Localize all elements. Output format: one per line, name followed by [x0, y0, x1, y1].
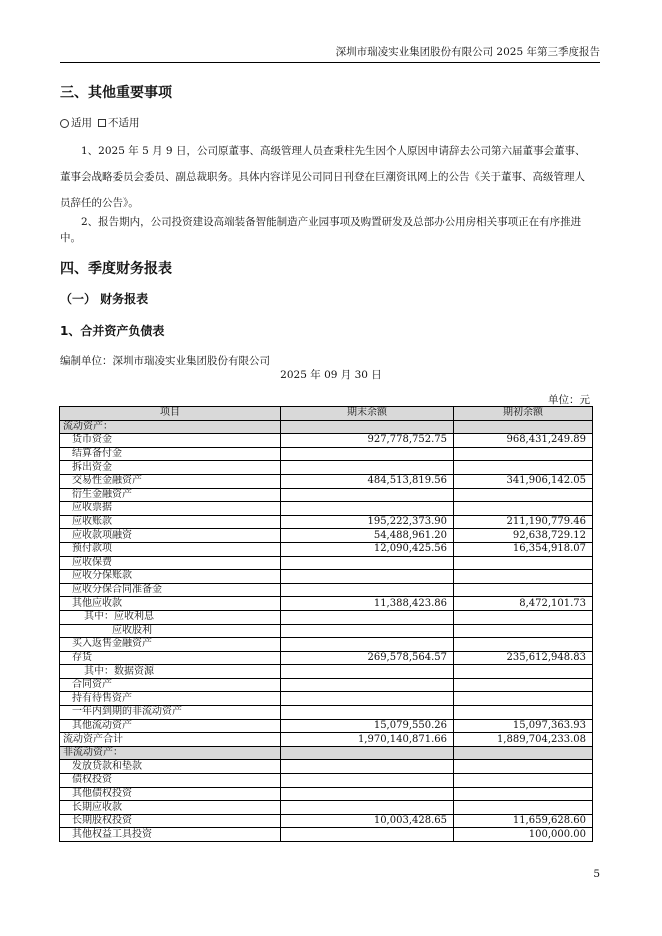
row-begin-balance: 968,431,249.89 — [454, 434, 593, 448]
row-end-balance — [281, 787, 454, 801]
row-item-label: 买入返售金融资产 — [60, 638, 281, 652]
row-begin-balance — [454, 461, 593, 475]
row-begin-balance: 341,906,142.05 — [454, 474, 593, 488]
row-item-label: 流动资产： — [60, 420, 281, 434]
row-end-balance — [281, 746, 454, 760]
table-row — [60, 787, 593, 801]
header-end-balance: 期末余额 — [281, 407, 454, 421]
table-row — [60, 461, 593, 475]
row-begin-balance — [454, 447, 593, 461]
table-row — [60, 529, 593, 543]
table-row — [60, 814, 593, 828]
row-end-balance — [281, 420, 454, 434]
row-begin-balance — [454, 665, 593, 679]
row-begin-balance: 15,097,363.93 — [454, 719, 593, 733]
table-row — [60, 515, 593, 529]
row-end-balance — [281, 801, 454, 815]
row-begin-balance: 100,000.00 — [454, 828, 593, 842]
table-row — [60, 651, 593, 665]
table-row — [60, 746, 593, 760]
row-begin-balance — [454, 692, 593, 706]
row-item-label: 应收款项融资 — [60, 529, 281, 543]
row-item-label: 非流动资产： — [60, 746, 281, 760]
row-end-balance — [281, 583, 454, 597]
page-header: 深圳市瑞凌实业集团股份有限公司 2025 年第三季度报告 — [60, 44, 600, 63]
row-item-label: 存货 — [60, 651, 281, 665]
unit-label: 单位：元 — [548, 394, 590, 406]
row-item-label: 应收分保合同准备金 — [60, 583, 281, 597]
balance-sheet-table — [59, 406, 593, 842]
table-row — [60, 760, 593, 774]
row-begin-balance — [454, 583, 593, 597]
row-end-balance — [281, 461, 454, 475]
row-end-balance — [281, 447, 454, 461]
row-end-balance — [281, 638, 454, 652]
row-end-balance: 10,003,428.65 — [281, 814, 454, 828]
row-end-balance — [281, 774, 454, 788]
row-begin-balance: 1,889,704,233.08 — [454, 733, 593, 747]
row-end-balance — [281, 828, 454, 842]
table-row — [60, 434, 593, 448]
row-end-balance: 12,090,425.56 — [281, 542, 454, 556]
row-item-label: 应收保费 — [60, 556, 281, 570]
row-item-label: 其他债权投资 — [60, 787, 281, 801]
row-item-label: 其他应收款 — [60, 597, 281, 611]
row-end-balance — [281, 488, 454, 502]
row-item-label: 应收股利 — [60, 624, 281, 638]
page-number: 5 — [593, 868, 600, 880]
row-begin-balance — [454, 488, 593, 502]
section-title-financial-statements: 四、季度财务报表 — [60, 261, 172, 277]
row-item-label: 其中：数据资源 — [60, 665, 281, 679]
row-begin-balance — [454, 706, 593, 720]
row-item-label: 其他流动资产 — [60, 719, 281, 733]
section-title-other-matters: 三、其他重要事项 — [60, 85, 172, 101]
table-row — [60, 610, 593, 624]
balance-sheet-title: 1、合并资产负债表 — [60, 324, 165, 338]
table-row — [60, 542, 593, 556]
row-begin-balance — [454, 678, 593, 692]
row-item-label: 合同资产 — [60, 678, 281, 692]
table-row — [60, 801, 593, 815]
row-begin-balance: 211,190,779.46 — [454, 515, 593, 529]
table-row — [60, 597, 593, 611]
row-item-label: 发放贷款和垫款 — [60, 760, 281, 774]
compiler-line: 编制单位：深圳市瑞凌实业集团股份有限公司 — [60, 355, 270, 367]
row-item-label: 结算备付金 — [60, 447, 281, 461]
row-item-label: 应收票据 — [60, 502, 281, 516]
row-end-balance: 15,079,550.26 — [281, 719, 454, 733]
row-item-label: 拆出资金 — [60, 461, 281, 475]
table-row — [60, 692, 593, 706]
row-begin-balance: 235,612,948.83 — [454, 651, 593, 665]
applicability-line — [60, 115, 140, 130]
table-row — [60, 488, 593, 502]
row-begin-balance — [454, 624, 593, 638]
row-begin-balance — [454, 502, 593, 516]
row-item-label: 一年内到期的非流动资产 — [60, 706, 281, 720]
row-end-balance: 484,513,819.56 — [281, 474, 454, 488]
row-item-label: 应收账款 — [60, 515, 281, 529]
row-end-balance — [281, 665, 454, 679]
table-row — [60, 420, 593, 434]
table-row — [60, 706, 593, 720]
subsection-title: （一） 财务报表 — [60, 292, 149, 306]
row-begin-balance — [454, 610, 593, 624]
table-row — [60, 828, 593, 842]
row-end-balance: 54,488,961.20 — [281, 529, 454, 543]
row-end-balance — [281, 678, 454, 692]
row-item-label: 长期股权投资 — [60, 814, 281, 828]
table-header-row — [60, 407, 593, 421]
row-item-label: 债权投资 — [60, 774, 281, 788]
not-applicable-label: 不适用 — [108, 117, 140, 129]
row-end-balance — [281, 570, 454, 584]
row-end-balance: 11,388,423.86 — [281, 597, 454, 611]
row-end-balance: 1,970,140,871.66 — [281, 733, 454, 747]
row-end-balance — [281, 502, 454, 516]
row-begin-balance — [454, 774, 593, 788]
row-begin-balance — [454, 556, 593, 570]
row-item-label: 衍生金融资产 — [60, 488, 281, 502]
row-begin-balance: 8,472,101.73 — [454, 597, 593, 611]
table-row — [60, 733, 593, 747]
row-item-label: 持有待售资产 — [60, 692, 281, 706]
row-item-label: 应收分保账款 — [60, 570, 281, 584]
row-end-balance: 269,578,564.57 — [281, 651, 454, 665]
row-end-balance — [281, 610, 454, 624]
row-begin-balance — [454, 638, 593, 652]
row-end-balance — [281, 624, 454, 638]
row-begin-balance — [454, 760, 593, 774]
row-begin-balance: 16,354,918.07 — [454, 542, 593, 556]
row-begin-balance — [454, 787, 593, 801]
table-row — [60, 638, 593, 652]
table-row — [60, 447, 593, 461]
table-row — [60, 719, 593, 733]
row-begin-balance — [454, 420, 593, 434]
table-row — [60, 665, 593, 679]
row-item-label: 交易性金融资产 — [60, 474, 281, 488]
row-end-balance — [281, 556, 454, 570]
table-row — [60, 624, 593, 638]
row-item-label: 其中：应收利息 — [60, 610, 281, 624]
table-row — [60, 583, 593, 597]
table-row — [60, 774, 593, 788]
table-row — [60, 570, 593, 584]
table-row — [60, 474, 593, 488]
row-begin-balance — [454, 801, 593, 815]
header-item: 项目 — [60, 407, 281, 421]
row-item-label: 流动资产合计 — [60, 733, 281, 747]
row-begin-balance — [454, 746, 593, 760]
row-item-label: 预付款项 — [60, 542, 281, 556]
row-end-balance: 927,778,752.75 — [281, 434, 454, 448]
row-end-balance: 195,222,373.90 — [281, 515, 454, 529]
row-item-label: 其他权益工具投资 — [60, 828, 281, 842]
header-begin-balance: 期初余额 — [454, 407, 593, 421]
table-row — [60, 678, 593, 692]
row-item-label: 长期应收款 — [60, 801, 281, 815]
paragraph-1: 1、2025 年 5 月 9 日，公司原董事、高级管理人员查秉柱先生因个人原因申请辞去公司第六届董事会董事、董事会战略委员会委员、副总裁职务。具体内容详见公司同日刊登在巨潮资讯网上的公告《关于董事、高级管理人员辞任的公告》。 — [60, 145, 586, 209]
row-end-balance — [281, 706, 454, 720]
row-begin-balance: 92,638,729.12 — [454, 529, 593, 543]
row-end-balance — [281, 760, 454, 774]
checkbox-empty-icon — [98, 119, 106, 127]
table-row — [60, 502, 593, 516]
row-end-balance — [281, 692, 454, 706]
applicable-label: 适用 — [71, 117, 92, 129]
paragraph-2: 2、报告期内，公司投资建设高端装备智能制造产业园事项及购置研发及总部办公用房相关事项正在有序推进中。 — [60, 216, 582, 244]
row-item-label: 货币资金 — [60, 434, 281, 448]
row-begin-balance — [454, 570, 593, 584]
radio-checked-icon — [60, 119, 69, 128]
table-row — [60, 556, 593, 570]
report-date: 2025 年 09 月 30 日 — [280, 369, 382, 381]
row-begin-balance: 11,659,628.60 — [454, 814, 593, 828]
